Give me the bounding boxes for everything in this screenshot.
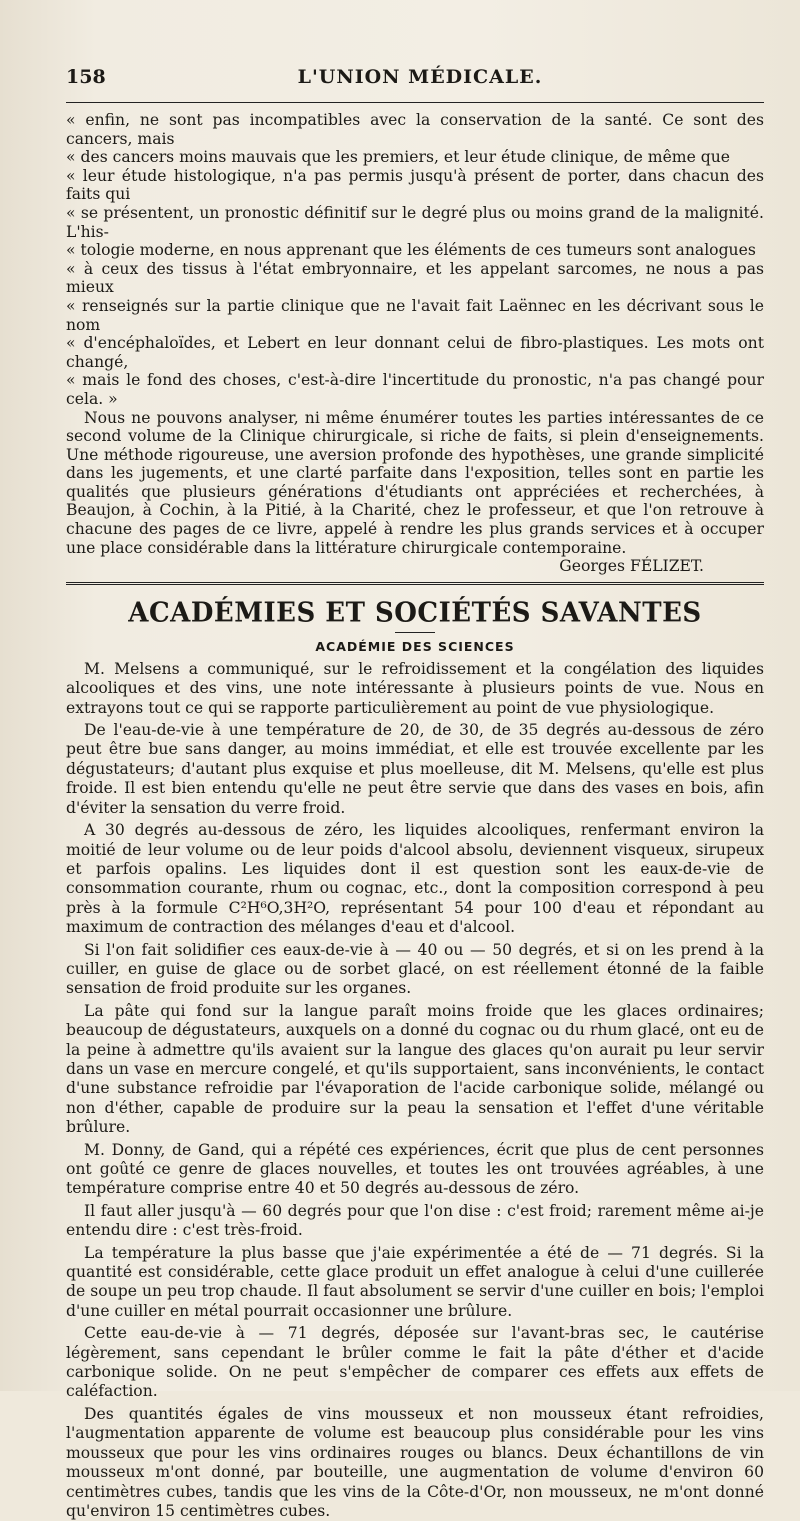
quote-line: « renseignés sur la partie clinique que ne l'avait fait Laënnec en les décrivant sous le nom (66, 296, 764, 334)
title-rule (395, 632, 435, 633)
article-paragraph: M. Melsens a communiqué, sur le refroidissement et la congélation des liquides alcooliques et des vins, une note intéressante à plusieurs points de vue. Nous en extrayons tout ce qui se rapporte particulièrement au point de vue physiologique. (66, 659, 764, 717)
page-number: 158 (66, 66, 106, 88)
article-paragraph: M. Donny, de Gand, qui a répété ces expériences, écrit que plus de cent personnes ont goûté ce genre de glaces nouvelles, et toutes les ont trouvées agréables, à une température comprise entre 40 et 50 degrés au-dessous de zéro. (66, 1140, 764, 1198)
section-divider (66, 582, 764, 586)
quote-line: « tologie moderne, en nous apprenant que les éléments de ces tumeurs sont analogues (66, 241, 756, 260)
author-signature: Georges FÉLIZET. (559, 557, 704, 576)
article-paragraph: Cette eau-de-vie à — 71 degrés, déposée sur l'avant-bras sec, le cautérise légèrement, sans cependant le brûler comme le fait la pâte d'éther et d'acide carbonique solide. On ne peut s'empêcher de comparer ces effets aux effets de caléfaction. (66, 1324, 764, 1401)
article-paragraph: A 30 degrés au-dessous de zéro, les liquides alcooliques, renfermant environ la moitié de leur volume ou de leur poids d'alcool absolu, deviennent visqueux, sirupeux et parfois opalins. Les liquides dont il est question sont les eaux-de-vie de consommation courante, rhum ou cognac, etc., dont la composition correspond à peu près à la formule C²H⁶O,3H²O, représentant 54 pour 100 d'eau et répondant au maximum de contraction des mélanges d'eau et d'alcool. (66, 821, 764, 937)
article-paragraph: Si l'on fait solidifier ces eaux-de-vie à — 40 ou — 50 degrés, et si on les prend à la cuiller, en guise de glace ou de sorbet glacé, on est réellement étonné de la faible sensation de froid produite sur les organes. (66, 940, 764, 998)
quote-line: « des cancers moins mauvais que les premiers, et leur étude clinique, de même que (66, 148, 731, 167)
review-paragraph: Nous ne pouvons analyser, ni même énumérer toutes les parties intéressantes de ce second volume de la Clinique chirurgicale, si riche de faits, si plein d'enseignements. Une méthode rigoureuse, une aversion profonde des hypothèses, une grande simplicité dans les jugements, et une clarté parfaite dans l'exposition, telles sont en partie les qualités que plusieurs générations d'étudiants ont appréciées et recherchées, à Beaujon, à Cochin, à la Pitié, à la Charité, chez le professeur, et que l'on retrouve à chacune des pages de ce livre, appelé à rendre les plus grands services et à occuper une place considérable dans la littérature chirurgicale contemporaine. (66, 408, 764, 557)
header-rule (66, 102, 764, 103)
article-paragraph: Il faut aller jusqu'à — 60 degrés pour que l'on dise : c'est froid; rarement même ai-je entendu dire : c'est très-froid. (66, 1201, 764, 1240)
article-paragraph: Des quantités égales de vins mousseux et non mousseux étant refroidies, l'augmentation apparente de volume est beaucoup plus considérable pour les vins mousseux que pour les vins ordinaires rouges ou blancs. Deux échantillons de vin mousseux m'ont donné, par bouteille, une augmentation de volume d'environ 60 centimètres cubes, tandis que les vins de la Côte-d'Or, non mousseux, ne m'ont donné qu'environ 15 centimètres cubes. (66, 1404, 764, 1520)
quote-line: « mais le fond des choses, c'est-à-dire l'incertitude du pronostic, n'a pas changé pour cela. » (66, 371, 764, 408)
section-title: ACADÉMIES ET SOCIÉTÉS SAVANTES (128, 597, 702, 629)
running-title: L'UNION MÉDICALE. (297, 66, 543, 88)
review-text (66, 111, 764, 576)
article-paragraph: La pâte qui fond sur la langue paraît moins froide que les glaces ordinaires; beaucoup de dégustateurs, auxquels on a donné du cognac ou du rhum glacé, ont eu de la peine à admettre qu'ils avaient sur la langue des glaces qu'on aurait pu leur servir dans un vase en mercure congelé, et qu'ils supportaient, sans inconvénients, le contact d'une substance refroidie par l'évaporation de l'acide carbonique solide, mélangé ou non d'éther, capable de produire sur la peau la sensation et l'effet d'une véritable brûlure. (66, 1001, 764, 1137)
quote-line: « leur étude histologique, n'a pas permis jusqu'à présent de porter, dans chacun des faits qui (66, 166, 764, 204)
page-header (66, 66, 764, 96)
section-subtitle: ACADÉMIE DES SCIENCES (315, 638, 515, 654)
article-paragraph: La température la plus basse que j'aie expérimentée a été de — 71 degrés. Si la quantité est considérable, cette glace produit un effet analogue à celui d'une cuillerée de soupe un peu trop chaude. Il faut absolument se servir d'une cuiller en bois; l'emploi d'une cuiller en métal pourrait occasionner une brûlure. (66, 1243, 764, 1320)
quote-line: « à ceux des tissus à l'état embryonnaire, et les appelant sarcomes, ne nous a pas mieux (66, 259, 764, 297)
quote-line: « se présentent, un pronostic définitif sur le degré plus ou moins grand de la malignité. L'his- (66, 203, 764, 241)
quote-line: « d'encéphaloïdes, et Lebert en leur donnant celui de fibro-plastiques. Les mots ont changé, (66, 334, 764, 371)
article-text (66, 660, 764, 1521)
article-paragraph: De l'eau-de-vie à une température de 20, de 30, de 35 degrés au-dessous de zéro peut être bue sans danger, au moins immédiat, et elle est trouvée excellente par les dégustateurs; d'autant plus exquise et plus moelleuse, dit M. Melsens, qu'elle est plus froide. Il est bien entendu qu'elle ne peut être servie que dans des vases en bois, afin d'éviter la sensation du verre froid. (66, 721, 764, 817)
quote-line: « enfin, ne sont pas incompatibles avec la conservation de la santé. Ce sont des cancers, mais (66, 111, 764, 148)
